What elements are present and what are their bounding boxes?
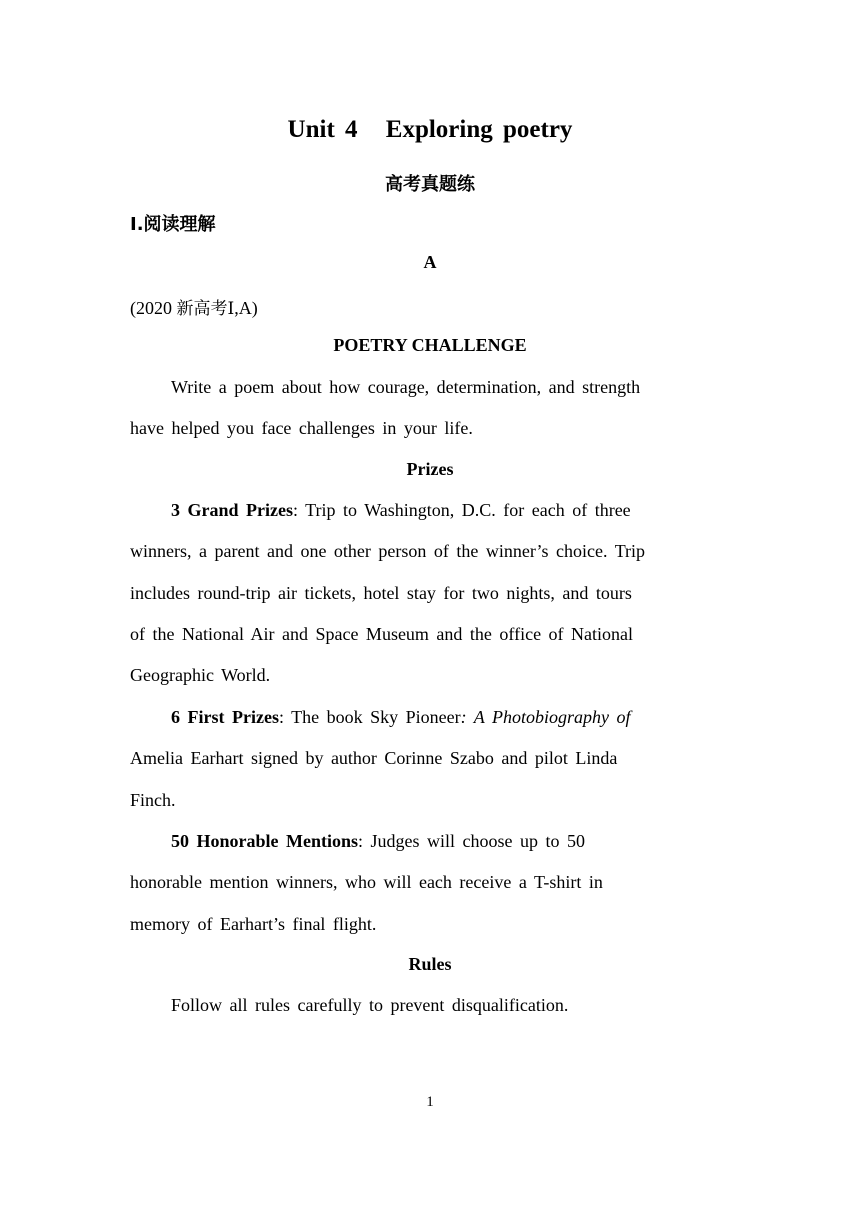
unit-label: Unit 4 bbox=[287, 116, 358, 143]
passage-title: POETRY CHALLENGE bbox=[333, 335, 527, 355]
source-close: ,A) bbox=[234, 298, 258, 318]
rules-paragraph bbox=[130, 985, 730, 1026]
rules-heading: Rules bbox=[408, 954, 452, 974]
section-heading: Ⅰ.阅读理解 bbox=[130, 214, 216, 235]
first-prizes-text-b: : A Photobiography of bbox=[460, 707, 631, 727]
intro-line-1: Write a poem about how courage, determination, and strength bbox=[171, 377, 641, 397]
grand-prizes-paragraph bbox=[130, 490, 730, 696]
grand-prizes-first-line bbox=[130, 490, 730, 531]
first-prizes-first-line bbox=[130, 697, 730, 738]
first-prizes-paragraph bbox=[130, 697, 730, 821]
first-prizes-label: 6 First Prizes bbox=[171, 707, 279, 727]
rules-line-1: Follow all rules carefully to prevent disqualification. bbox=[171, 995, 569, 1015]
grand-prizes-line-5: Geographic World. bbox=[130, 665, 271, 686]
section-subtitle: 高考真题练 bbox=[385, 174, 475, 195]
honorable-label: 50 Honorable Mentions bbox=[171, 831, 359, 851]
first-prizes-text-a: : The book Sky Pioneer bbox=[278, 707, 461, 727]
passage-source bbox=[130, 294, 258, 319]
prizes-heading: Prizes bbox=[406, 459, 454, 479]
grand-prizes-label: 3 Grand Prizes bbox=[171, 500, 293, 520]
grand-prizes-text: : Trip to Washington, D.C. for each of three bbox=[292, 500, 631, 520]
source-cn: 新高考Ⅰ bbox=[176, 299, 235, 319]
first-prizes-line-3: Finch. bbox=[130, 789, 176, 810]
first-prizes-line-2: Amelia Earhart signed by author Corinne Szabo and pilot Linda bbox=[130, 748, 618, 769]
source-open: (2020 bbox=[130, 298, 177, 318]
unit-title bbox=[0, 116, 860, 144]
honorable-mentions-paragraph bbox=[130, 821, 730, 945]
honorable-line-2: honorable mention winners, who will each receive a T-shirt in bbox=[130, 872, 603, 893]
honorable-text: : Judges will choose up to 50 bbox=[358, 831, 586, 851]
passage-letter: A bbox=[423, 252, 437, 272]
grand-prizes-line-4: of the National Air and Space Museum and the office of National bbox=[130, 623, 634, 644]
grand-prizes-line-2: winners, a parent and one other person of the winner’s choice. Trip bbox=[130, 541, 646, 562]
grand-prizes-line-3: includes round-trip air tickets, hotel stay for two nights, and tours bbox=[130, 582, 632, 603]
page-number: 1 bbox=[426, 1094, 434, 1110]
intro-line-2: have helped you face challenges in your life. bbox=[130, 418, 473, 439]
unit-name: Exploring poetry bbox=[385, 116, 573, 143]
honorable-first-line bbox=[130, 821, 730, 862]
intro-paragraph bbox=[130, 367, 730, 450]
honorable-line-3: memory of Earhart’s final flight. bbox=[130, 913, 377, 934]
